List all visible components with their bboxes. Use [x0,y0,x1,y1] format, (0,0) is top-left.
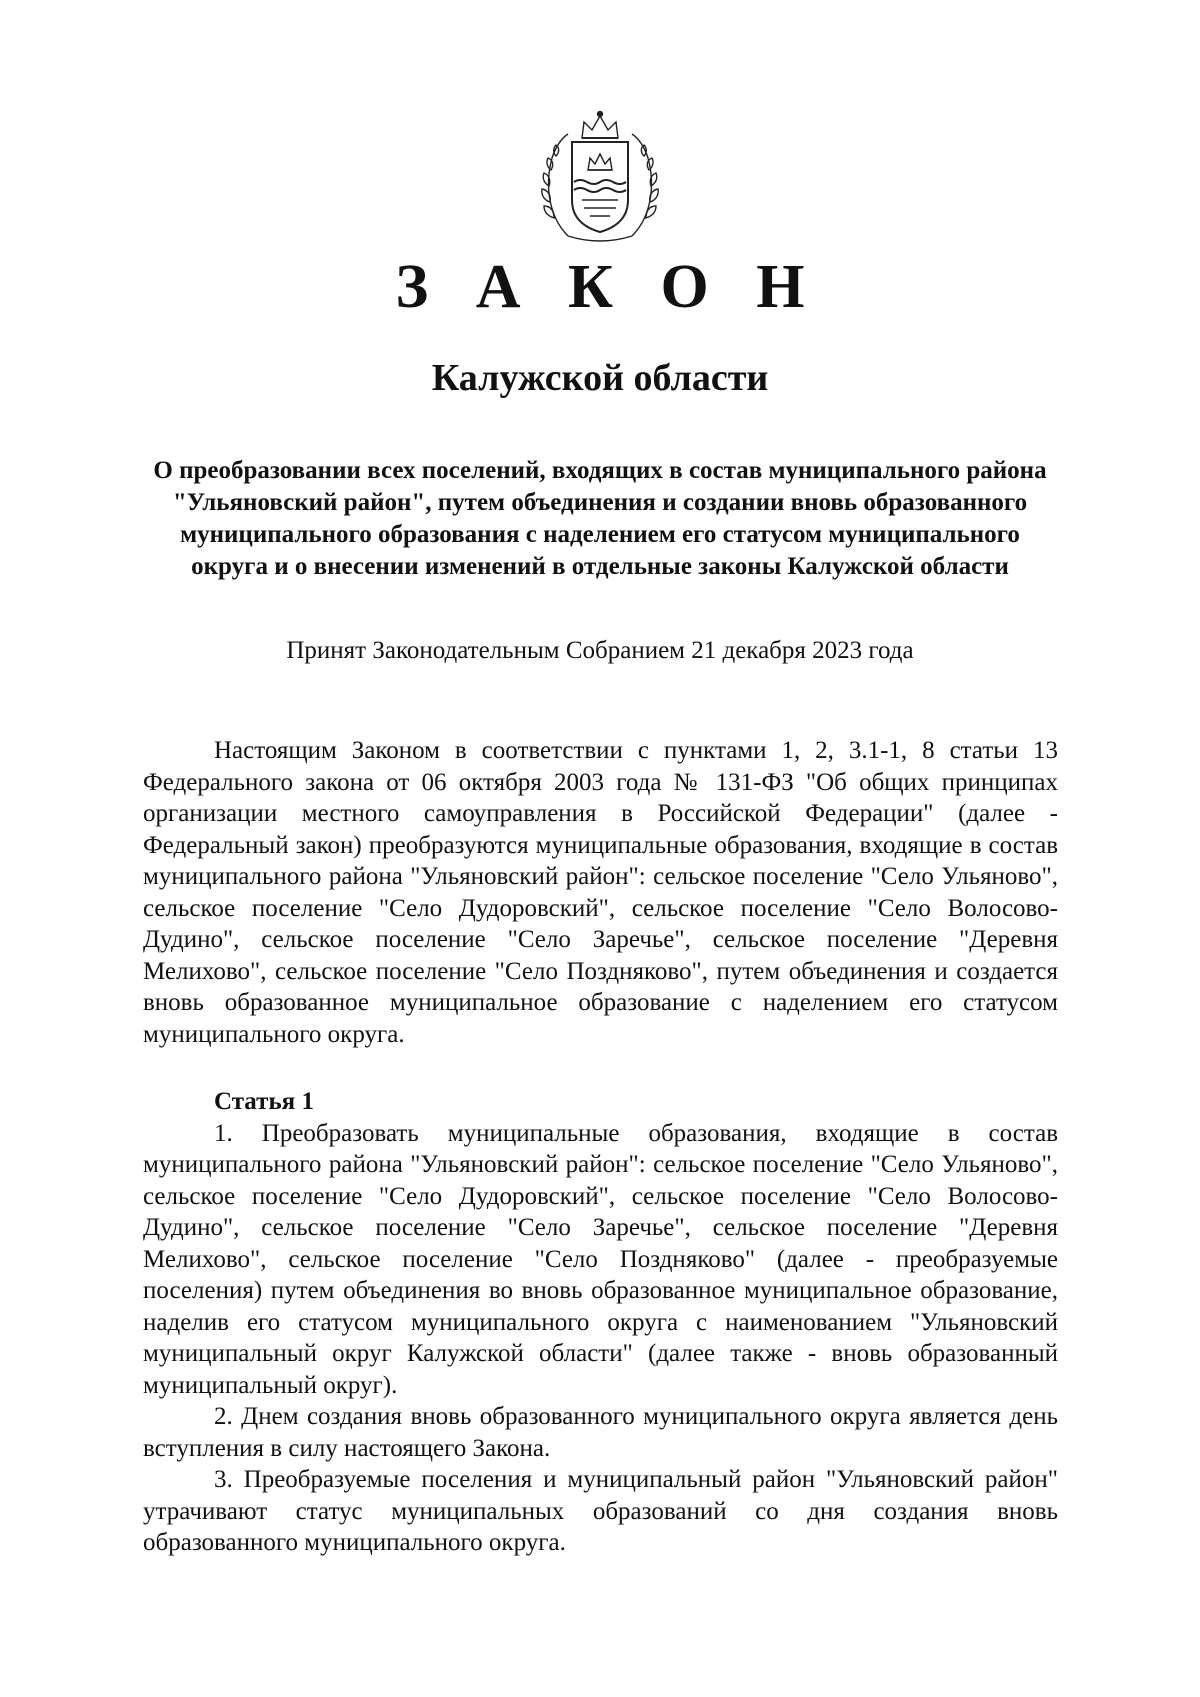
law-heading [140,455,1060,583]
article-item: 1. Преобразовать муниципальные образования, входящие в состав муниципального района "Ульяновский район": сельское поселение "Село Ульяново", сельское поселение "Село Дудоровский", сельское поселение "Село Волосово-Дудино", сельское поселение "Село Заречье", сельское поселение "Деревня Мелихово", сельское поселение "Село Поздняково" (далее - преобразуемые поселения) путем объединения во вновь образованное муниципальное образование, наделив его статусом муниципального округа с наименованием "Ульяновский муниципальный округ Калужской области" (далее также - вновь образованный муниципальный округ). [143,1119,1058,1399]
law-heading-line: "Ульяновский район", путем объединения и создании вновь образованного [172,489,1028,516]
law-heading-line: муниципального образования с наделением его статусом муниципального [180,521,1020,548]
article-1 [143,1086,1058,1559]
law-heading-line: О преобразовании всех поселений, входящих в состав муниципального района [153,457,1047,484]
coat-of-arms-emblem [538,108,662,244]
document-subtitle: Калужской области [431,357,769,399]
preamble [143,735,1058,1050]
article-item: 2. Днем создания вновь образованного муниципального округа является день вступления в силу настоящего Закона. [143,1403,1058,1462]
article-title: Статья 1 [214,1088,314,1115]
article-item: 3. Преобразуемые поселения и муниципальный район "Ульяновский район" утрачивают статус муниципальных образований со дня создания вновь образованного муниципального округа. [143,1466,1058,1556]
adoption-note: Принят Законодательным Собранием 21 декабря 2023 года [286,637,914,664]
preamble-paragraph: Настоящим Законом в соответствии с пунктами 1, 2, 3.1-1, 8 статьи 13 Федерального закона от 06 октября 2003 года № 131-ФЗ "Об общих принципах организации местного самоуправления в Российской Федерации" (далее - Федеральный закон) преобразуются муниципальные образования, входящие в состав муниципального района "Ульяновский район": сельское поселение "Село Ульяново", сельское поселение "Село Дудоровский", сельское поселение "Село Волосово-Дудино", сельское поселение "Село Заречье", сельское поселение "Деревня Мелихово", сельское поселение "Село Поздняково", путем объединения и создается вновь образованное муниципальное образование с наделением его статусом муниципального округа. [143,737,1058,1048]
document-title: З А К О Н [395,253,821,321]
law-heading-line: округа и о внесении изменений в отдельные законы Калужской области [191,553,1009,580]
